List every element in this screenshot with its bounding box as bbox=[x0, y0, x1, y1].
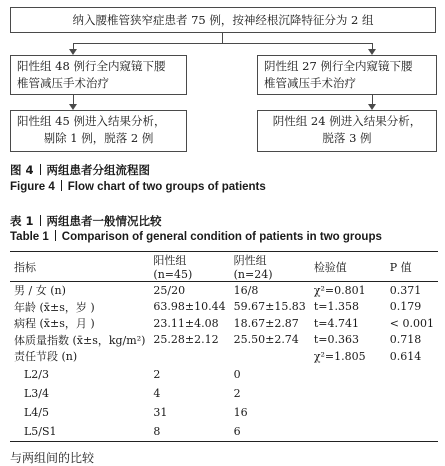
cell-test: t=0.363 bbox=[313, 333, 359, 347]
positive-result-line-2: 剔除 1 例，脱落 2 例 bbox=[43, 131, 154, 145]
cell-positive: 8 bbox=[149, 422, 229, 442]
table-title-cn: 两组患者一般情况比较 bbox=[46, 214, 162, 228]
connector-top-horizontal bbox=[73, 43, 373, 44]
cell-test: t=4.741 bbox=[313, 316, 359, 330]
cell-negative: 25.50±2.74 bbox=[233, 333, 299, 347]
cell-segment: L3/4 bbox=[24, 386, 50, 400]
table-header-row bbox=[10, 252, 438, 282]
cell-negative: 59.67±15.83 bbox=[233, 300, 306, 314]
cell-p: 0.179 bbox=[389, 300, 422, 314]
cell-p bbox=[386, 403, 438, 422]
flow-top-box bbox=[10, 7, 436, 33]
cell-negative bbox=[230, 348, 310, 365]
cell-positive: 25/20 bbox=[153, 283, 186, 297]
cell-negative: 18.67±2.87 bbox=[233, 316, 299, 330]
cell-indicator: 男 / 女 (n) bbox=[14, 284, 66, 298]
negative-result-line-2: 脱落 3 例 bbox=[322, 131, 372, 145]
cell-p: < 0.001 bbox=[389, 316, 434, 330]
cell-negative: 16/8 bbox=[233, 283, 259, 297]
figure-label-en: Figure 4 bbox=[10, 181, 55, 193]
cell-negative: 0 bbox=[233, 367, 241, 381]
cell-segment: L4/5 bbox=[24, 405, 50, 419]
negative-treatment-line-2: 椎管减压手术治疗 bbox=[264, 76, 356, 90]
header-test-value: 检验值 bbox=[310, 252, 386, 282]
figure-title-en: Flow chart of two groups of patients bbox=[67, 181, 266, 193]
positive-treatment-line-1: 阳性组 48 例行全内窥镜下腰 bbox=[17, 59, 166, 73]
cell-negative: 16 bbox=[233, 405, 248, 419]
cell-p: 0.718 bbox=[389, 333, 422, 347]
cell-segment: L5/S1 bbox=[10, 422, 149, 442]
table-label-cn: 表 1 bbox=[10, 214, 34, 228]
cell-test: t=1.358 bbox=[313, 300, 359, 314]
flow-negative-treatment-box bbox=[257, 55, 437, 95]
cell-test: χ²=0.801 bbox=[313, 283, 366, 297]
cell-p bbox=[386, 384, 438, 403]
figure-caption-cn bbox=[10, 162, 150, 178]
cell-test: χ²=1.805 bbox=[313, 349, 366, 363]
negative-result-line-1: 阴性组 24 例进入结果分析， bbox=[272, 114, 422, 128]
figure-title-cn: 两组患者分组流程图 bbox=[46, 163, 151, 177]
cell-positive: 63.98±10.44 bbox=[153, 300, 226, 314]
caption-divider bbox=[61, 180, 62, 191]
table-subrow bbox=[10, 384, 438, 403]
header-negative-group: 阴性组 (n=24) bbox=[230, 252, 310, 282]
cell-positive bbox=[149, 348, 229, 365]
body-text-fragment: 与两组间的比较 bbox=[10, 451, 95, 465]
cell-indicator: 病程 (x̄±s，月 ) bbox=[14, 317, 95, 331]
cell-test bbox=[310, 384, 386, 403]
header-indicator: 指标 bbox=[10, 252, 149, 282]
cell-segment: L2/3 bbox=[24, 367, 50, 381]
table-row bbox=[10, 315, 438, 332]
table-label-en: Table 1 bbox=[10, 231, 49, 243]
caption-divider bbox=[40, 164, 41, 175]
general-condition-table bbox=[10, 251, 438, 442]
header-p-value: P 值 bbox=[386, 252, 438, 282]
caption-divider bbox=[40, 215, 41, 226]
flow-negative-result-box bbox=[257, 110, 437, 152]
table-subrow bbox=[10, 422, 438, 442]
table-caption-en bbox=[10, 230, 382, 243]
table-row bbox=[10, 299, 438, 316]
cell-indicator: 体质量指数 (x̄±s，kg/m²) bbox=[14, 333, 146, 347]
figure-label-cn: 图 4 bbox=[10, 163, 34, 177]
cell-p bbox=[386, 422, 438, 442]
cell-positive: 23.11±4.08 bbox=[153, 316, 219, 330]
flow-top-text: 纳入腰椎管狭窄症患者 75 例，按神经根沉降特征分为 2 组 bbox=[72, 13, 374, 27]
connector-top-stem bbox=[222, 33, 223, 43]
cell-negative: 6 bbox=[230, 422, 310, 442]
cell-indicator: 年龄 (x̄±s，岁 ) bbox=[14, 300, 95, 314]
cell-positive: 25.28±2.12 bbox=[153, 333, 219, 347]
figure-caption-en bbox=[10, 180, 266, 193]
table-caption-cn bbox=[10, 213, 162, 229]
table-row bbox=[10, 348, 438, 365]
cell-test bbox=[310, 403, 386, 422]
header-positive-group: 阳性组 (n=45) bbox=[149, 252, 229, 282]
positive-treatment-line-2: 椎管减压手术治疗 bbox=[17, 76, 109, 90]
cell-positive: 4 bbox=[153, 386, 161, 400]
flow-positive-result-box bbox=[10, 110, 187, 152]
caption-divider bbox=[55, 230, 56, 241]
cell-p bbox=[386, 365, 438, 384]
cell-indicator: 责任节段 (n) bbox=[14, 350, 78, 364]
table-body bbox=[10, 282, 438, 442]
flow-positive-treatment-box bbox=[10, 55, 187, 95]
table-row bbox=[10, 282, 438, 299]
positive-result-line-1: 阳性组 45 例进入结果分析， bbox=[17, 114, 166, 128]
cell-p: 0.371 bbox=[389, 283, 422, 297]
negative-treatment-line-1: 阴性组 27 例行全内窥镜下腰 bbox=[264, 59, 413, 73]
cell-positive: 2 bbox=[153, 367, 161, 381]
table-subrow bbox=[10, 403, 438, 422]
cell-positive: 31 bbox=[153, 405, 168, 419]
table-title-en: Comparison of general condition of patients in two groups bbox=[61, 231, 382, 243]
cell-negative: 2 bbox=[233, 386, 241, 400]
table-subrow bbox=[10, 365, 438, 384]
cell-test bbox=[310, 365, 386, 384]
table-row bbox=[10, 332, 438, 349]
cell-test bbox=[310, 422, 386, 442]
cell-p: 0.614 bbox=[389, 349, 422, 363]
